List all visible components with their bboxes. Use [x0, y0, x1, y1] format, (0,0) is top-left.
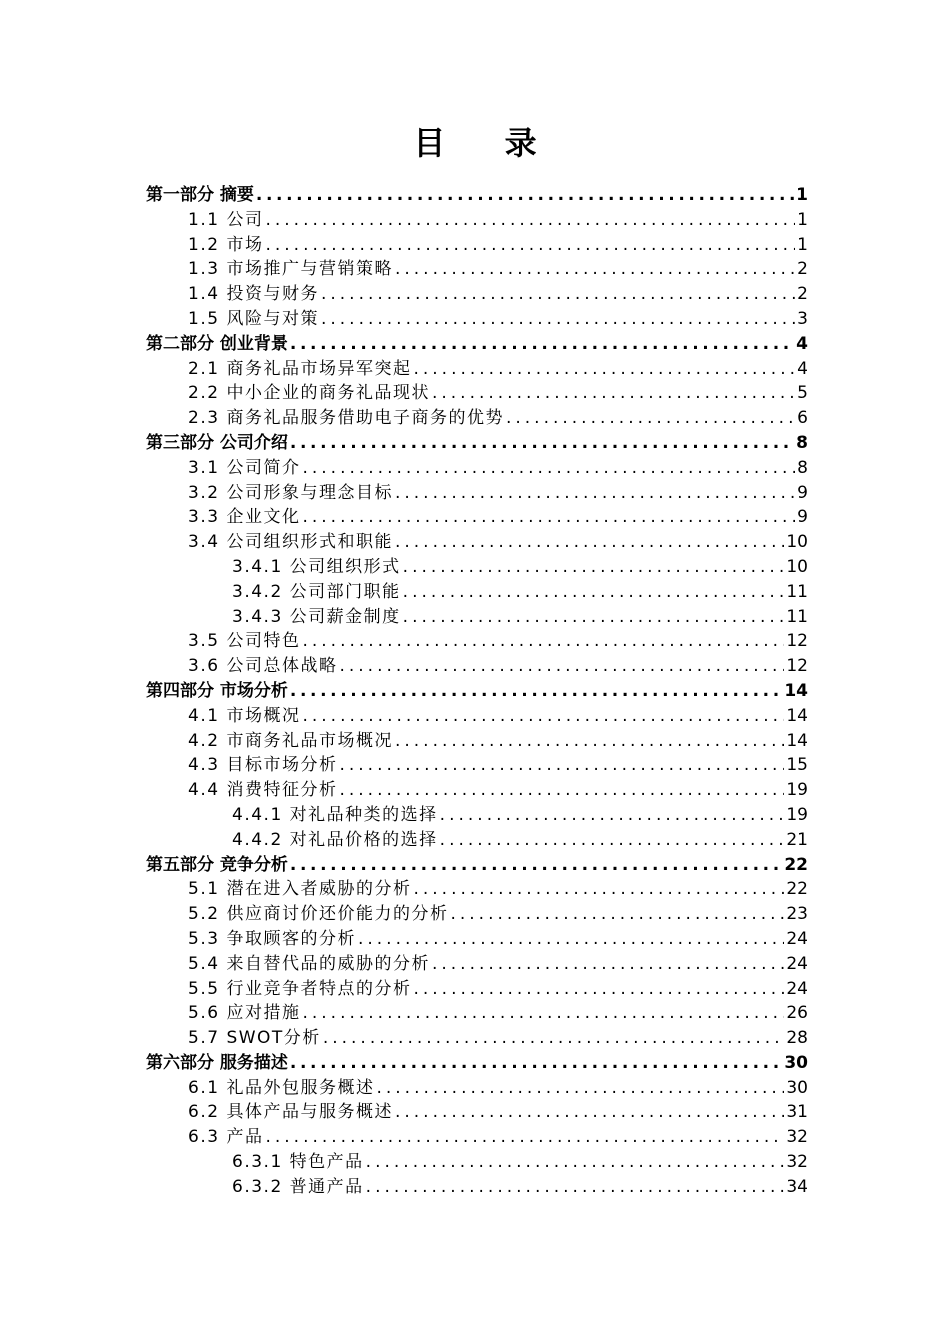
dot-leader — [432, 381, 795, 406]
toc-entry-label: 第五部分 竞争分析 — [146, 854, 288, 875]
dot-leader — [265, 1125, 784, 1150]
dot-leader — [290, 431, 794, 456]
toc-entry-page-number: 32 — [786, 1127, 808, 1148]
toc-entry[interactable] — [146, 431, 808, 456]
toc-entry[interactable] — [146, 629, 808, 654]
toc-entry-label: 5.2 供应商讨价还价能力的分析 — [188, 904, 449, 925]
toc-entry[interactable] — [146, 654, 808, 679]
toc-entry[interactable] — [146, 679, 808, 704]
toc-entry-label: 5.5 行业竞争者特点的分析 — [188, 978, 412, 999]
dot-leader — [403, 580, 785, 605]
toc-entry[interactable] — [146, 704, 808, 729]
toc-entry-label: 6.3 产品 — [188, 1127, 264, 1148]
toc-entry[interactable] — [146, 1150, 808, 1175]
toc-entry-page-number: 10 — [786, 532, 808, 553]
toc-entry-label: 6.1 礼品外包服务概述 — [188, 1077, 375, 1098]
dot-leader — [323, 1026, 785, 1051]
dot-leader — [321, 307, 795, 332]
toc-entry-label: 3.3 企业文化 — [188, 507, 301, 528]
table-of-contents — [146, 183, 808, 1200]
toc-entry-label: 4.4.2 对礼品价格的选择 — [232, 829, 438, 850]
toc-entry[interactable] — [146, 257, 808, 282]
toc-entry-page-number: 32 — [786, 1152, 808, 1173]
dot-leader — [339, 753, 784, 778]
dot-leader — [302, 505, 795, 530]
toc-entry-label: 3.4.2 公司部门职能 — [232, 581, 401, 602]
dot-leader — [395, 1100, 784, 1125]
toc-entry[interactable] — [146, 505, 808, 530]
dot-leader — [440, 803, 785, 828]
toc-entry-page-number: 2 — [797, 284, 808, 305]
toc-entry-page-number: 24 — [786, 953, 808, 974]
toc-entry-page-number: 5 — [797, 383, 808, 404]
toc-entry-label: 1.5 风险与对策 — [188, 308, 319, 329]
toc-entry[interactable] — [146, 208, 808, 233]
toc-entry-page-number: 34 — [786, 1176, 808, 1197]
toc-entry-label: 2.1 商务礼品市场异军突起 — [188, 358, 412, 379]
toc-entry-page-number: 10 — [786, 556, 808, 577]
dot-leader — [302, 456, 795, 481]
toc-entry-label: 5.3 争取顾客的分析 — [188, 928, 356, 949]
toc-entry-label: 3.6 公司总体战略 — [188, 656, 338, 677]
toc-entry-page-number: 24 — [786, 978, 808, 999]
toc-entry-page-number: 30 — [784, 1052, 808, 1073]
toc-entry[interactable] — [146, 282, 808, 307]
toc-entry-label: 5.6 应对措施 — [188, 1003, 301, 1024]
dot-leader — [265, 208, 795, 233]
toc-entry-label: 5.4 来自替代品的威胁的分析 — [188, 953, 430, 974]
toc-entry[interactable] — [146, 1026, 808, 1051]
dot-leader — [403, 605, 785, 630]
toc-entry-label: 5.7 SWOT分析 — [188, 1028, 321, 1049]
toc-entry-page-number: 1 — [797, 234, 808, 255]
toc-entry-label: 2.2 中小企业的商务礼品现状 — [188, 383, 430, 404]
dot-leader — [265, 233, 795, 258]
toc-entry-page-number: 15 — [786, 755, 808, 776]
toc-entry-page-number: 1 — [797, 209, 808, 230]
toc-entry-label: 3.4 公司组织形式和职能 — [188, 532, 393, 553]
toc-entry-page-number: 19 — [786, 780, 808, 801]
toc-entry-label: 6.3.2 普通产品 — [232, 1176, 364, 1197]
dot-leader — [403, 555, 785, 580]
dot-leader — [290, 853, 782, 878]
toc-entry-label: 3.2 公司形象与理念目标 — [188, 482, 393, 503]
dot-leader — [339, 654, 784, 679]
toc-entry-label: 3.1 公司简介 — [188, 457, 301, 478]
toc-entry[interactable] — [146, 456, 808, 481]
toc-entry-label: 6.2 具体产品与服务概述 — [188, 1102, 393, 1123]
toc-entry-label: 4.2 市商务礼品市场概况 — [188, 730, 393, 751]
toc-entry-label: 1.2 市场 — [188, 234, 264, 255]
toc-entry-label: 4.3 目标市场分析 — [188, 755, 338, 776]
dot-leader — [366, 1175, 785, 1200]
dot-leader — [321, 282, 795, 307]
toc-entry-page-number: 19 — [786, 804, 808, 825]
toc-entry-label: 3.5 公司特色 — [188, 631, 301, 652]
toc-entry[interactable] — [146, 1125, 808, 1150]
toc-entry-label: 3.4.1 公司组织形式 — [232, 556, 401, 577]
toc-entry[interactable] — [146, 555, 808, 580]
toc-entry[interactable] — [146, 1051, 808, 1076]
toc-entry-label: 1.4 投资与财务 — [188, 284, 319, 305]
toc-entry-page-number: 4 — [796, 333, 808, 354]
toc-entry[interactable] — [146, 902, 808, 927]
toc-entry[interactable] — [146, 1001, 808, 1026]
toc-entry[interactable] — [146, 357, 808, 382]
toc-entry[interactable] — [146, 233, 808, 258]
toc-entry[interactable] — [146, 927, 808, 952]
toc-entry-label: 第二部分 创业背景 — [146, 333, 288, 354]
toc-entry-label: 3.4.3 公司薪金制度 — [232, 606, 401, 627]
dot-leader — [290, 1051, 782, 1076]
toc-entry[interactable] — [146, 1076, 808, 1101]
toc-entry[interactable] — [146, 877, 808, 902]
toc-entry-label: 第六部分 服务描述 — [146, 1052, 288, 1073]
toc-entry-page-number: 4 — [797, 358, 808, 379]
toc-entry-page-number: 31 — [786, 1102, 808, 1123]
toc-entry-page-number: 11 — [786, 581, 808, 602]
toc-entry[interactable] — [146, 828, 808, 853]
toc-entry[interactable] — [146, 481, 808, 506]
toc-entry-page-number: 26 — [786, 1003, 808, 1024]
dot-leader — [450, 902, 784, 927]
toc-entry-page-number: 24 — [786, 928, 808, 949]
toc-entry[interactable] — [146, 952, 808, 977]
toc-entry[interactable] — [146, 729, 808, 754]
toc-entry-page-number: 14 — [786, 730, 808, 751]
toc-entry[interactable] — [146, 332, 808, 357]
toc-entry-label: 第一部分 摘要 — [146, 185, 254, 205]
toc-entry-page-number: 14 — [784, 680, 808, 701]
toc-entry[interactable] — [146, 183, 808, 208]
toc-entry[interactable] — [146, 853, 808, 878]
dot-leader — [376, 1076, 784, 1101]
toc-entry-label: 第四部分 市场分析 — [146, 680, 288, 701]
toc-entry[interactable] — [146, 1100, 808, 1125]
dot-leader — [395, 729, 784, 754]
toc-entry-page-number: 2 — [797, 259, 808, 280]
toc-entry[interactable] — [146, 1175, 808, 1200]
toc-entry-page-number: 9 — [797, 482, 808, 503]
toc-entry-page-number: 11 — [786, 606, 808, 627]
dot-leader — [413, 977, 784, 1002]
dot-leader — [395, 257, 795, 282]
toc-entry[interactable] — [146, 530, 808, 555]
toc-entry[interactable] — [146, 580, 808, 605]
dot-leader — [302, 1001, 784, 1026]
dot-leader — [395, 481, 795, 506]
toc-entry-label: 4.4.1 对礼品种类的选择 — [232, 804, 438, 825]
toc-entry[interactable] — [146, 381, 808, 406]
dot-leader — [358, 927, 784, 952]
dot-leader — [256, 183, 794, 208]
toc-entry-page-number: 22 — [784, 854, 808, 875]
toc-entry-label: 1.1 公司 — [188, 209, 264, 230]
toc-entry[interactable] — [146, 307, 808, 332]
toc-entry-page-number: 8 — [797, 457, 808, 478]
dot-leader — [395, 530, 784, 555]
toc-entry-page-number: 3 — [797, 308, 808, 329]
dot-leader — [290, 679, 782, 704]
toc-entry[interactable] — [146, 977, 808, 1002]
toc-entry-page-number: 28 — [786, 1028, 808, 1049]
dot-leader — [413, 877, 784, 902]
toc-entry-page-number: 12 — [786, 656, 808, 677]
toc-entry-label: 6.3.1 特色产品 — [232, 1152, 364, 1173]
dot-leader — [290, 332, 794, 357]
dot-leader — [432, 952, 784, 977]
toc-entry-page-number: 22 — [786, 879, 808, 900]
toc-entry[interactable] — [146, 605, 808, 630]
toc-entry-page-number: 21 — [786, 829, 808, 850]
dot-leader — [413, 357, 795, 382]
toc-entry-page-number: 1 — [796, 185, 808, 205]
dot-leader — [302, 704, 784, 729]
toc-entry-page-number: 23 — [786, 904, 808, 925]
toc-entry[interactable] — [146, 406, 808, 431]
toc-entry[interactable] — [146, 803, 808, 828]
toc-entry-label: 2.3 商务礼品服务借助电子商务的优势 — [188, 408, 504, 429]
toc-entry-page-number: 6 — [797, 408, 808, 429]
toc-entry[interactable] — [146, 778, 808, 803]
dot-leader — [366, 1150, 785, 1175]
toc-entry-label: 4.1 市场概况 — [188, 705, 301, 726]
toc-entry-page-number: 14 — [786, 705, 808, 726]
toc-entry[interactable] — [146, 753, 808, 778]
dot-leader — [339, 778, 784, 803]
toc-entry-page-number: 8 — [796, 432, 808, 453]
toc-entry-page-number: 12 — [786, 631, 808, 652]
toc-entry-page-number: 9 — [797, 507, 808, 528]
dot-leader — [440, 828, 785, 853]
toc-entry-label: 第三部分 公司介绍 — [146, 432, 288, 453]
toc-entry-label: 1.3 市场推广与营销策略 — [188, 259, 393, 280]
toc-entry-label: 4.4 消费特征分析 — [188, 780, 338, 801]
toc-entry-label: 5.1 潜在进入者威胁的分析 — [188, 879, 412, 900]
dot-leader — [302, 629, 784, 654]
dot-leader — [506, 406, 795, 431]
page-title: 目 录 — [413, 124, 561, 162]
toc-entry-page-number: 30 — [786, 1077, 808, 1098]
